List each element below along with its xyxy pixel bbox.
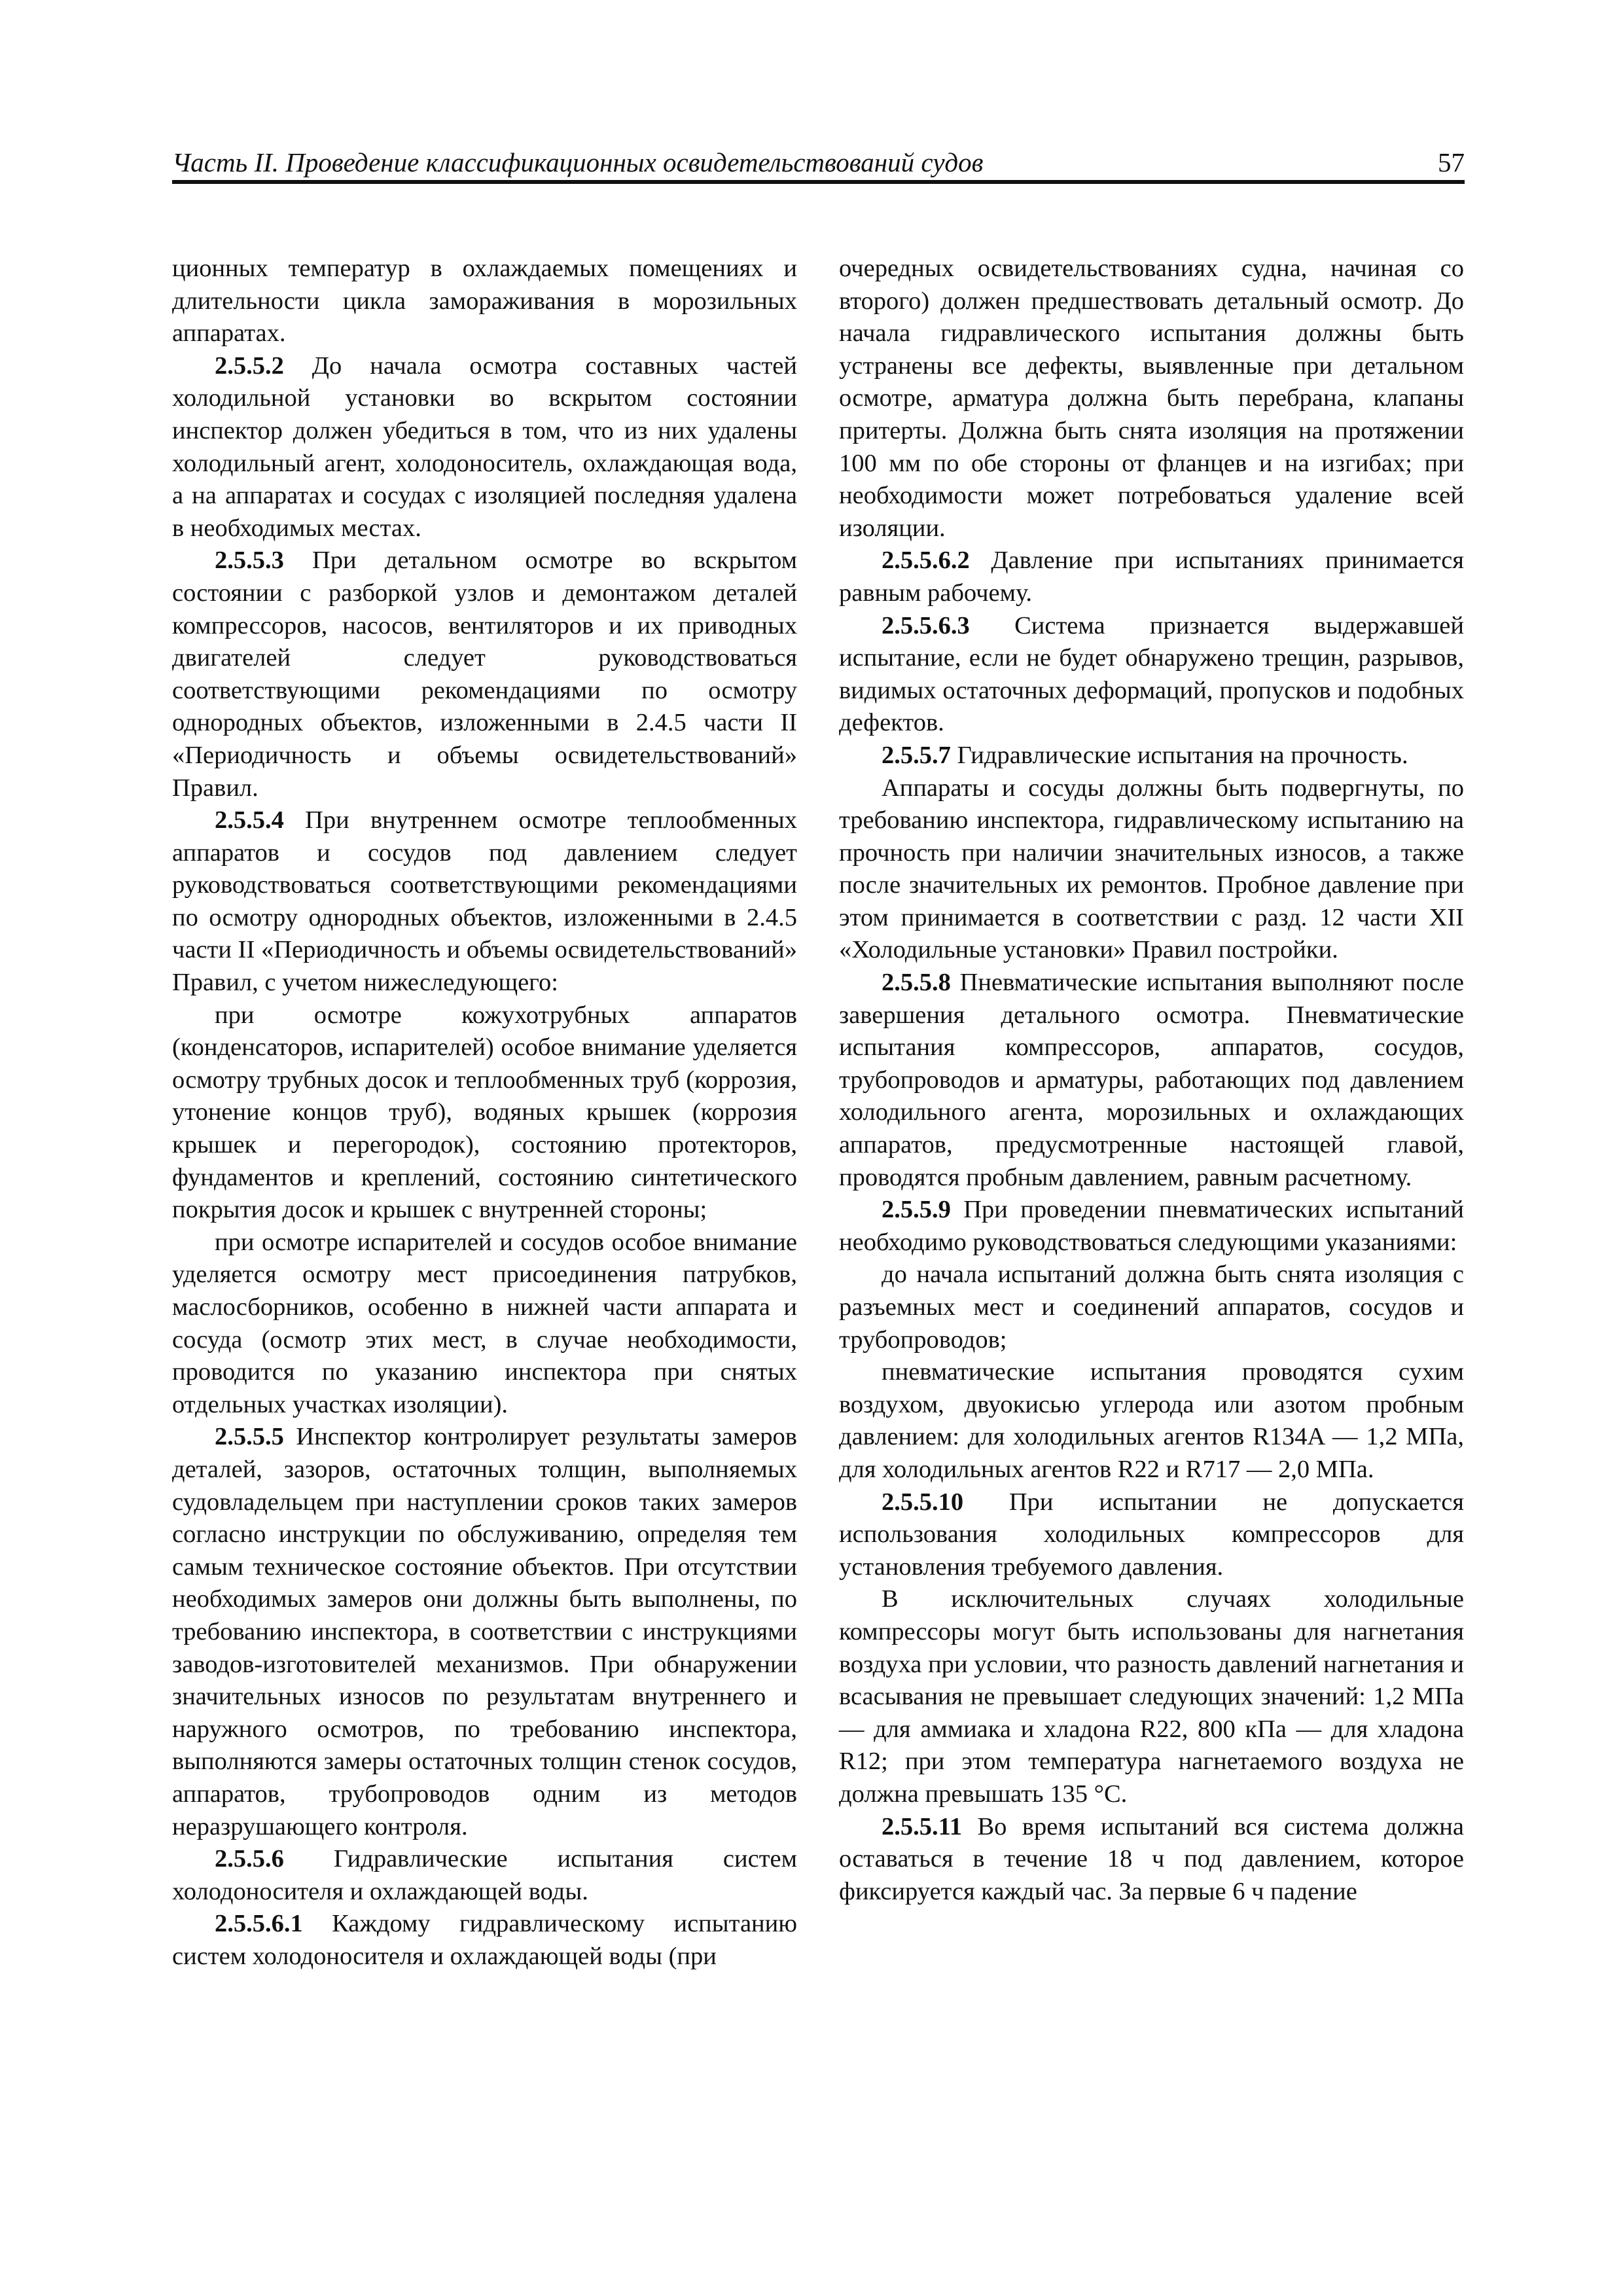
right-column — [839, 253, 1464, 1908]
paragraph — [839, 1486, 1464, 1584]
paragraph-text: очередных освидетельствованиях судна, начиная со второго) должен предшествовать детальный осмотр. До начала гидравлического испытания должны быть устранены все дефекты, выявленные при детальном осмотре, арматура должна быть перебрана, клапаны притерты. Должна быть снята изоляция на протяжении 100 мм по обе стороны от фланцев и на изгибах; при необходимости может потребоваться удаление всей изоляции. — [839, 255, 1464, 542]
clause-number: 2.5.5.4 — [215, 806, 284, 834]
paragraph — [839, 1194, 1464, 1259]
paragraph-text: В исключительных случаях холодильные компрессоры могут быть использованы для нагнетания воздуха при условии, что разность давлений нагнетания и всасывания не превышает следующих значений: 1,2 МПа — для аммиака и хладона R22, 800 кПа — для хладона R12; при этом температура нагнетаемого воздуха не должна превышать 135 °С. — [839, 1585, 1464, 1808]
clause-number: 2.5.5.3 — [215, 547, 284, 575]
paragraph-text: Аппараты и сосуды должны быть подвергнуты, по требованию инспектора, гидравлическому испытанию на прочность при наличии значительных износов, а также после значительных их ремонтов. Пробное давление при этом принимается в соответствии с разд. 12 части XII «Холодильные установки» Правил постройки. — [839, 774, 1464, 964]
paragraph-text: При испытании не допускается использования холодильных компрессоров для установления требуемого давления. — [839, 1488, 1464, 1581]
left-column — [172, 253, 797, 1973]
paragraph-text: ционных температур в охлаждаемых помещениях и длительности цикла замораживания в морозильных аппаратах. — [172, 255, 797, 348]
paragraph-text: При внутреннем осмотре теплообменных аппаратов и сосудов под давлением следует руководствоваться соответствующими рекомендациями по осмотру однородных объектов, изложенными в 2.4.5 части II «Периодичность и объемы освидетельствований» Правил, с учетом нижеследующего: — [172, 806, 797, 997]
clause-number: 2.5.5.11 — [882, 1812, 963, 1840]
paragraph-text: при осмотре кожухотрубных аппаратов (конденсаторов, испарителей) особое внимание уделяется осмотру трубных досок и теплообменных труб (коррозия, утонение концов труб), водяных крышек (коррозия крышек и перегородок), состоянию протекторов, фундаментов и креплений, состоянию синтетического покрытия досок и крышек с внутренней стороны; — [172, 1001, 797, 1224]
paragraph-text: До начала осмотра составных частей холодильной установки во вскрытом состоянии инспектор должен убедиться в том, что из них удалены холодильный агент, холодоноситель, охлаждающая вода, а на аппаратах и сосудах с изоляцией последняя удалена в необходимых местах. — [172, 351, 797, 542]
paragraph — [172, 1421, 797, 1843]
paragraph — [839, 1583, 1464, 1810]
clause-number: 2.5.5.6.3 — [882, 611, 970, 639]
paragraph — [172, 350, 797, 545]
paragraph — [839, 1811, 1464, 1909]
clause-number: 2.5.5.6.1 — [215, 1910, 303, 1938]
paragraph-text: Давление при испытаниях принимается равным рабочему. — [839, 547, 1464, 607]
clause-number: 2.5.5.5 — [215, 1423, 284, 1451]
paragraph — [172, 999, 797, 1227]
paragraph-text: При проведении пневматических испытаний необходимо руководствоваться следующими указаниями: — [839, 1196, 1464, 1256]
paragraph — [839, 967, 1464, 1194]
clause-number: 2.5.5.8 — [882, 969, 951, 997]
paragraph-text: Гидравлические испытания на прочность. — [950, 741, 1408, 769]
paragraph — [839, 740, 1464, 772]
header-rule — [172, 180, 1465, 184]
paragraph-text: Система признается выдержавшей испытание, если не будет обнаружено трещин, разрывов, видимых остаточных деформаций, пропусков и подобных дефектов. — [839, 611, 1464, 737]
paragraph-text: Каждому гидравлическому испытанию систем холодоносителя и охлаждающей воды (при — [172, 1910, 797, 1970]
clause-number: 2.5.5.10 — [882, 1488, 964, 1516]
clause-number: 2.5.5.2 — [215, 351, 284, 380]
clause-number: 2.5.5.6 — [215, 1845, 284, 1873]
paragraph — [172, 804, 797, 999]
paragraph-text: Во время испытаний вся система должна оставаться в течение 18 ч под давлением, которое фиксируется каждый час. За первые 6 ч падение — [839, 1812, 1464, 1905]
paragraph — [839, 772, 1464, 967]
paragraph-text: при осмотре испарителей и сосудов особое внимание уделяется осмотру мест присоединения патрубков, маслосборников, особенно в нижней части аппарата и сосуда (осмотр этих мест, в случае необходимости, проводится по указанию инспектора при снятых отдельных участках изоляции). — [172, 1228, 797, 1418]
paragraph — [839, 545, 1464, 609]
running-header — [172, 145, 1465, 182]
paragraph — [172, 1843, 797, 1908]
paragraph — [839, 1259, 1464, 1356]
paragraph — [839, 1356, 1464, 1486]
clause-number: 2.5.5.6.2 — [882, 547, 970, 575]
running-header-title: Часть II. Проведение классификационных освидетельствований судов — [172, 147, 984, 177]
paragraph — [839, 610, 1464, 740]
paragraph-text: Гидравлические испытания систем холодоносителя и охлаждающей воды. — [172, 1845, 797, 1905]
clause-number: 2.5.5.7 — [882, 741, 951, 769]
paragraph — [172, 1908, 797, 1973]
paragraph-text: до начала испытаний должна быть снята изоляция с разъемных мест и соединений аппаратов, сосудов и трубопроводов; — [839, 1261, 1464, 1354]
paragraph-text: При детальном осмотре во вскрытом состоянии с разборкой узлов и демонтажом деталей компрессоров, насосов, вентиляторов и их приводных двигателей следует руководствоваться соответствующими рекомендациями по осмотру однородных объектов, изложенными в 2.4.5 части II «Периодичность и объемы освидетельствований» Правил. — [172, 547, 797, 802]
paragraph — [172, 253, 797, 350]
paragraph — [172, 1227, 797, 1422]
paragraph-text: Пневматические испытания выполняют после завершения детального осмотра. Пневматические испытания компрессоров, аппаратов, сосудов, трубопроводов и арматуры, работающих под давлением холодильного агента, морозильных и охлаждающих аппаратов, предусмотренные настоящей главой, проводятся пробным давлением, равным расчетному. — [839, 969, 1464, 1191]
paragraph — [839, 253, 1464, 545]
page-number: 57 — [1438, 147, 1465, 177]
clause-number: 2.5.5.9 — [882, 1196, 951, 1224]
paragraph — [172, 545, 797, 804]
paragraph-text: пневматические испытания проводятся сухим воздухом, двуокисью углерода или азотом пробным давлением: для холодильных агентов R134A — 1,2 МПа, для холодильных агентов R22 и R717 — 2,0 МПа. — [839, 1358, 1464, 1483]
paragraph-text: Инспектор контролирует результаты замеров деталей, зазоров, остаточных толщин, выполняемых судовладельцем при наступлении сроков таких замеров согласно инструкции по обслуживанию, определяя тем самым техническое состояние объектов. При отсутствии необходимых замеров они должны быть выполнены, по требованию инспектора, в соответствии с инструкциями заводов-изготовителей механизмов. При обнаружении значительных износов по результатам внутреннего и наружного осмотров, по требованию инспектора, выполняются замеры остаточных толщин стенок сосудов, аппаратов, трубопроводов одним из методов неразрушающего контроля. — [172, 1423, 797, 1840]
